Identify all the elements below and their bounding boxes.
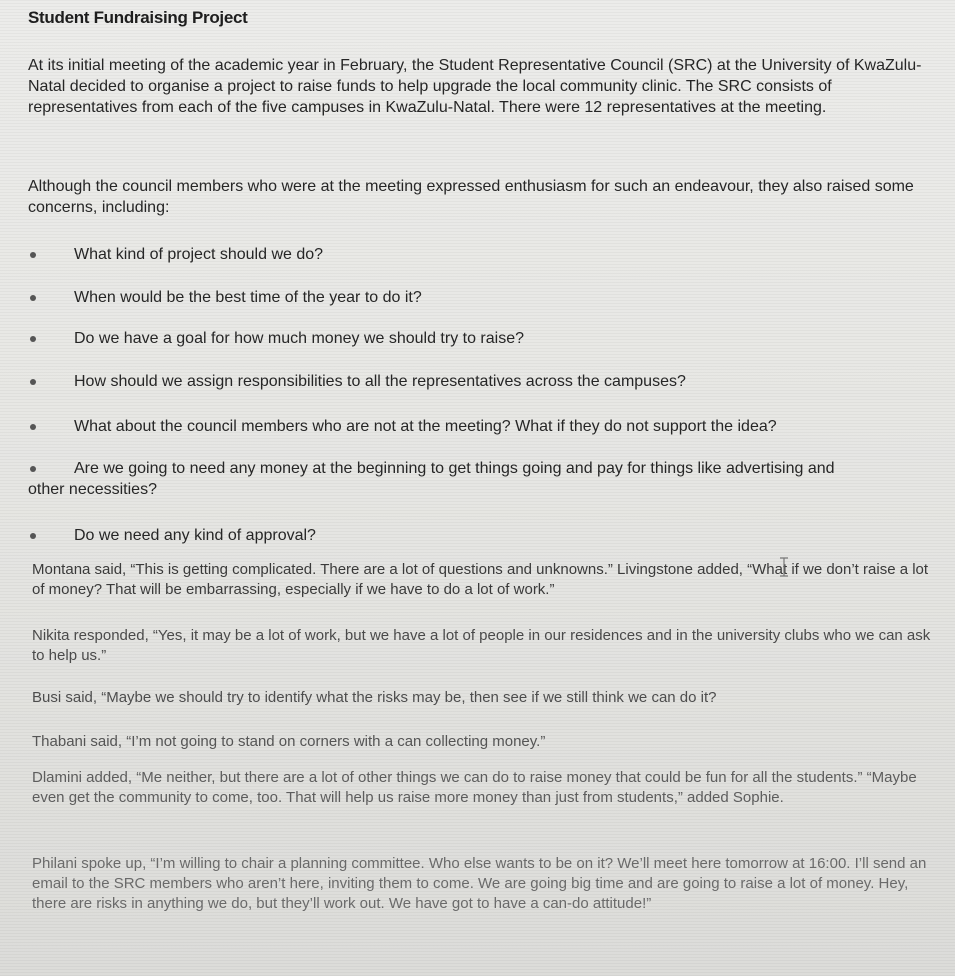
dialogue-thabani: Thabani said, “I’m not going to stand on corners with a can collecting money.” <box>32 733 546 750</box>
list-item-continuation: other necessities? <box>28 481 157 498</box>
list-item <box>28 525 928 546</box>
list-item-text: What about the council members who are not at the meeting? What if they do not support the idea? <box>74 418 777 435</box>
list-item-text: What kind of project should we do? <box>74 246 324 263</box>
intro-paragraph-1: At its initial meeting of the academic year in February, the Student Representative Council (SRC) at the University of KwaZulu-Natal decided to organise a project to raise funds to help upgrade the local community clinic. The SRC consists of representatives from each of the five campuses in KwaZulu-Natal. There were 12 representatives at the meeting. <box>28 57 922 116</box>
bullet-icon <box>30 533 36 539</box>
list-item <box>28 416 928 437</box>
dialogue-dlamini: Dlamini added, “Me neither, but there are a lot of other things we can do to raise money that could be fun for all the students.” “Maybe even get the community to come, too. That will help us raise more money than just from students,” added Sophie. <box>32 769 917 806</box>
intro-paragraph-2: Although the council members who were at the meeting expressed enthusiasm for such an endeavour, they also raised some concerns, including: <box>28 178 914 216</box>
list-item <box>28 371 928 392</box>
list-item <box>28 458 928 500</box>
bullet-icon <box>30 336 36 342</box>
list-item-text: When would be the best time of the year to do it? <box>74 289 422 306</box>
bullet-icon <box>30 424 36 430</box>
list-item-text: Do we need any kind of approval? <box>74 527 316 544</box>
list-item <box>28 328 928 349</box>
list-item <box>28 287 928 308</box>
dialogue-busi: Busi said, “Maybe we should try to identify what the risks may be, then see if we still think we can do it? <box>32 689 717 706</box>
list-item-text: Do we have a goal for how much money we should try to raise? <box>74 330 525 347</box>
dialogue-nikita: Nikita responded, “Yes, it may be a lot of work, but we have a lot of people in our residences and in the university clubs who we can ask to help us.” <box>32 627 931 664</box>
bullet-icon <box>30 379 36 385</box>
dialogue-montana: Montana said, “This is getting complicated. There are a lot of questions and unknowns.” Livingstone added, “What if we don’t raise a lot of money? That will be embarrassing, especially if we have to do a lot of work.” <box>32 561 929 598</box>
dialogue-philani: Philani spoke up, “I’m willing to chair a planning committee. Who else wants to be on it? We’ll meet here tomorrow at 16:00. I’ll send an email to the SRC members who aren’t here, inviting them to come. We are going big time and are going to raise a lot of money. Hey, there are risks in anything we do, but they’ll work out. We have got to have a can-do attitude!” <box>32 855 927 912</box>
bullet-icon <box>30 466 36 472</box>
bullet-icon <box>30 252 36 258</box>
list-item-text: How should we assign responsibilities to all the representatives across the campuses? <box>74 373 686 390</box>
list-item-text: Are we going to need any money at the beginning to get things going and pay for things like advertising and <box>74 460 835 477</box>
bullet-icon <box>30 295 36 301</box>
text-cursor-icon <box>778 557 790 577</box>
document-title: Student Fundraising Project <box>28 8 248 27</box>
list-item <box>28 244 928 265</box>
